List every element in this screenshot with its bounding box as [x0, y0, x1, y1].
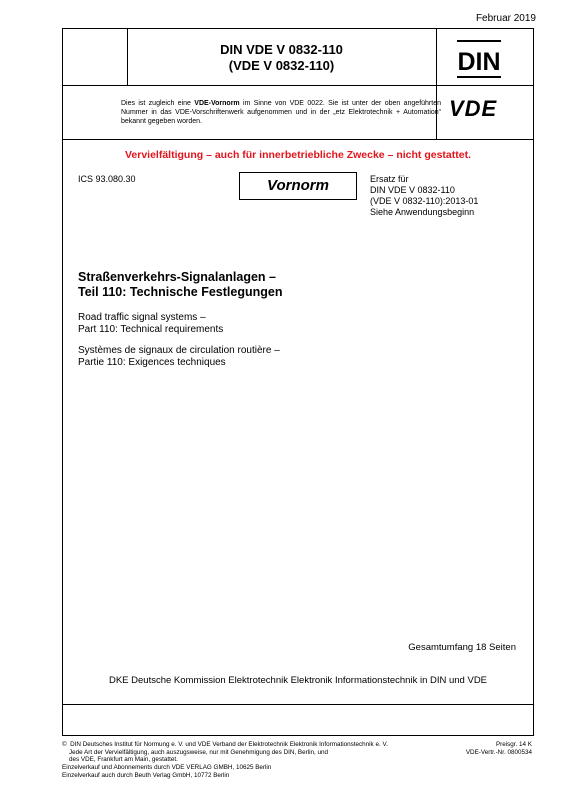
- french-title-line: Systèmes de signaux de circulation routière –: [78, 345, 280, 356]
- cover-frame: [62, 28, 534, 736]
- price-group: Preisgr. 14 K: [495, 741, 532, 748]
- divider: [63, 85, 533, 86]
- english-title-line: Road traffic signal systems –: [78, 312, 206, 323]
- footer-line: Einzelverkauf auch durch Beuth Verlag GmbH, 10772 Berlin: [62, 771, 230, 779]
- publication-date: Februar 2019: [475, 13, 536, 24]
- replacement-doc-vde: (VDE V 0832-110):2013-01: [370, 196, 479, 206]
- din-logo: [457, 40, 501, 78]
- english-title-line: Part 110: Technical requirements: [78, 324, 224, 335]
- german-title-line: Straßenverkehrs-Signalanlagen –: [78, 270, 276, 284]
- copy-warning: Vervielfältigung – auch für innerbetriebliche Zwecke – nicht gestattet.: [124, 149, 471, 161]
- footer-line: © DIN Deutsches Institut für Normung e. V. und VDE Verband der Elektrotechnik Elektronik Informationstechnik e. V.: [62, 741, 388, 748]
- vornorm-badge: Vornorm: [239, 172, 357, 200]
- replacement-info: [370, 174, 478, 218]
- footer-line: Einzelverkauf und Abonnements durch VDE VERLAG GMBH, 10625 Berlin: [62, 764, 272, 772]
- vde-notice: [121, 99, 441, 126]
- english-title: [78, 312, 223, 336]
- replacement-doc: DIN VDE V 0832-110: [370, 185, 455, 195]
- order-number: VDE-Vertr.-Nr. 0800534: [465, 748, 532, 756]
- document-title: [127, 42, 436, 74]
- french-title-line: Partie 110: Exigences techniques: [78, 357, 226, 368]
- document-number: DIN VDE V 0832-110: [220, 42, 343, 57]
- divider: [63, 139, 533, 140]
- divider: [63, 704, 533, 705]
- vde-logo: VDE: [449, 96, 498, 121]
- price-info: [466, 741, 532, 756]
- notice-text-cont: im Sinne von VDE 0022. Sie ist unter der oben angeführten Nummer in das VDE-Vorschriftenwerk aufgenommen und in der „etz Elektrotechnik + Automation“ bekannt gegeben worden.: [121, 100, 441, 125]
- total-pages: Gesamtumfang 18 Seiten: [408, 642, 516, 653]
- replacement-note: Siehe Anwendungsbeginn: [370, 207, 475, 217]
- notice-text: Dies ist zugleich eine: [121, 100, 195, 107]
- din-logo-text: DIN: [457, 48, 501, 76]
- copyright-footer: [62, 741, 388, 780]
- vde-number: (VDE V 0832-110): [228, 58, 335, 73]
- german-title-line: Teil 110: Technische Festlegungen: [78, 285, 283, 299]
- french-title: [78, 345, 280, 369]
- footer-line: des VDE, Frankfurt am Main, gestattet.: [62, 756, 178, 764]
- replacement-label: Ersatz für: [370, 174, 409, 184]
- german-title: [78, 270, 282, 300]
- notice-vornorm: VDE-Vornorm: [194, 100, 240, 107]
- footer-line: Jede Art der Vervielfältigung, auch auszugsweise, nur mit Genehmigung des DIN, Berlin, und: [62, 748, 329, 756]
- dke-line: DKE Deutsche Kommission Elektrotechnik Elektronik Informationstechnik in DIN und VDE: [108, 675, 488, 686]
- ics-code: ICS 93.080.30: [78, 174, 136, 184]
